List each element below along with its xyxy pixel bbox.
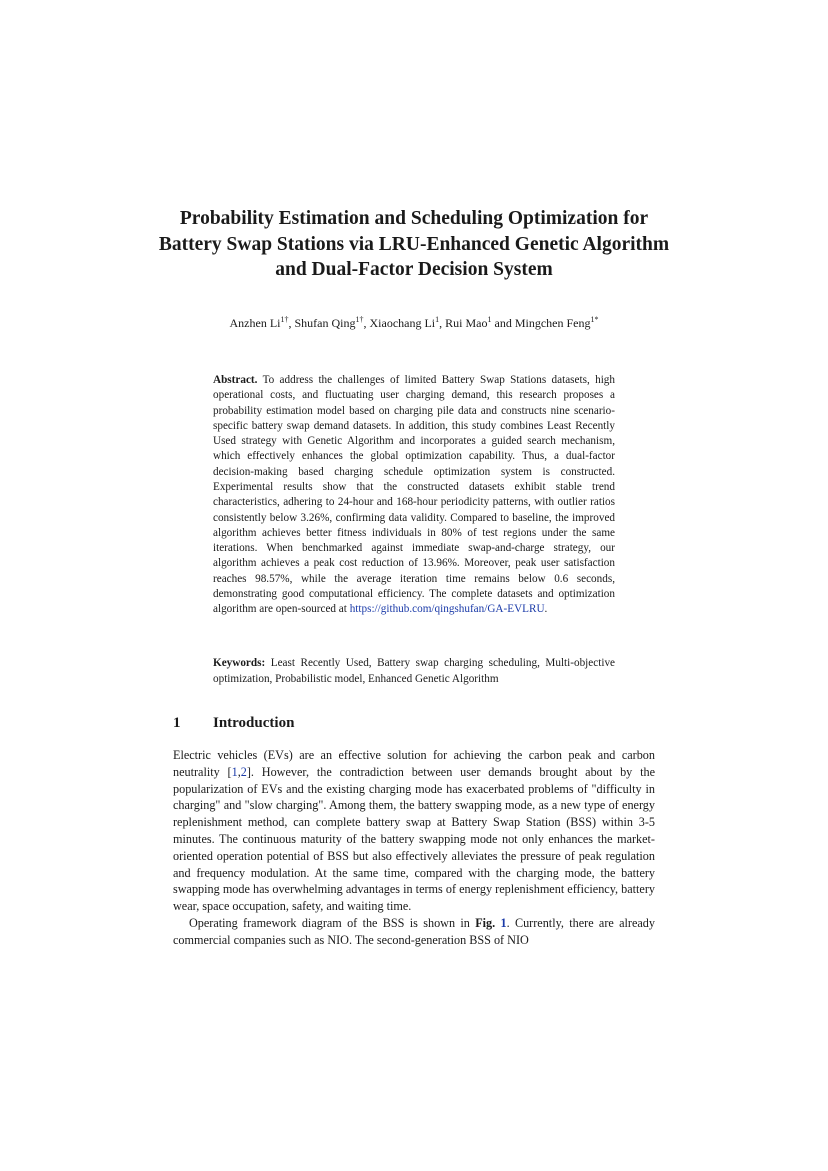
abstract-end: . [544,603,548,616]
keywords-text: Least Recently Used, Battery swap charging scheduling, Multi-objective optimization, Probabilistic model, Enhanced Genetic Algorithm [213,657,615,685]
citation-link[interactable]: 2 [240,764,247,779]
introduction-body [173,747,655,949]
author: Shufan Qing$^{1\dagger}$ [294,315,364,330]
author: Xiaochang Li$^1$ [369,315,440,330]
author: Rui Mao$^1$ [445,315,492,330]
citation-link[interactable]: 1 [231,764,238,779]
keywords [213,656,615,687]
figure-ref-link[interactable]: 1 [500,915,507,930]
section-number: 1 [173,715,181,731]
section-title: Introduction [213,715,295,731]
author-separator: , [288,316,295,330]
paragraph: Operating framework diagram of the BSS is shown in Fig. 1. Currently, there are already commercial companies such as NIO. The second-generation BSS of NIO [173,915,655,947]
section-heading [173,713,655,733]
abstract-text: To address the challenges of limited Battery Swap Stations datasets, high operational costs, and fluctuating user charging demand, this research proposes a probability estimation model based on charging pile data and constructs nine scenario-specific battery swap demand datasets. In addition, this study combines Least Recently Used strategy with Genetic Algorithm and incorporates a guided search mechanism, which effectively enhances the global optimization capability. Thus, a dual-factor decision-making based charging schedule optimization system is constructed. Experimental results show that the constructed datasets exhibit stable trend characteristics, adhering to 24-hour and 168-hour periodicity patterns, with outlier ratios consistently below 3.26%, confirming data validity. Compared to baseline, the improved algorithm achieves better fitness individuals in 80% of test regions under the same iterations. When benchmarked against immediate swap-and-charge strategy, our algorithm achieves a peak cost reduction of 13.96%. Moreover, peak user satisfaction reaches 98.57%, while the average iteration time remains below 0.6 seconds, demonstrating good computational efficiency. The complete datasets and optimization algorithm are open-sourced at [213,374,615,616]
paragraph: Electric vehicles (EVs) are an effective solution for achieving the carbon peak and carbon neutrality [1,2]. However, the contradiction between user demands brought about by the popularization of EVs and the existing charging mode has exacerbated problems of "difficulty in charging" and "slow charging". Among them, the battery swapping mode, as a new type of energy replenishment method, can complete battery swap at Battery Swap Station (BSS) within 3-5 minutes. The continuous maturity of the battery swapping mode not only enhances the market-oriented operation potential of BSS but also effectively alleviates the pressure of peak regulation and frequency modulation. At the same time, compared with the charging mode, the battery swapping mode has overwhelming advantages in terms of energy replenishment efficiency, battery wear, space occupation, safety, and waiting time. [173,748,655,914]
author: Mingchen Feng$^{1*}$ [514,315,599,330]
author: Anzhen $Li^{1\dagger}$ [229,315,289,330]
author-separator: , [363,316,370,330]
author-separator: , [439,316,446,330]
paper-title: Probability Estimation and Scheduling Optimization for Battery Swap Stations via LRU-Enhanced Genetic Algorithm and Dual-Factor Decision System [158,208,670,280]
author-list [150,315,678,331]
github-link[interactable]: https://github.com/qingshufan/GA-EVLRU [349,603,545,616]
author-separator: and [491,316,515,330]
abstract [213,373,615,618]
keywords-label: Keywords: [213,657,266,669]
abstract-label: Abstract. [213,374,258,386]
